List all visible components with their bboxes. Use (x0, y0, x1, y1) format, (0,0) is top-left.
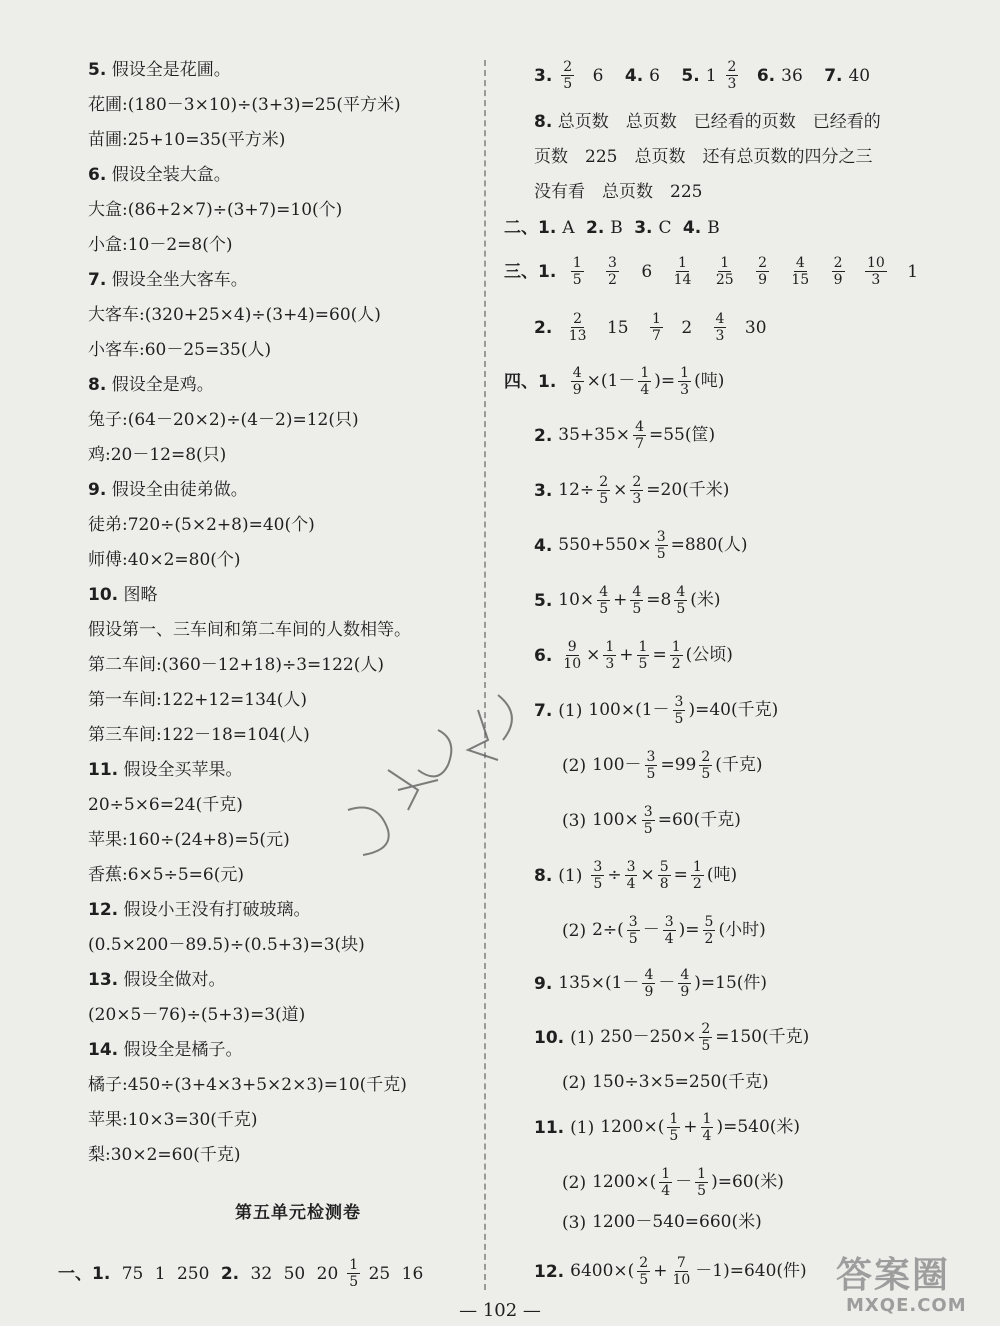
fraction: $\frac{1}{2}$ (671, 639, 681, 672)
watermark-text-en: MXQE.COM (846, 1295, 967, 1316)
answers-3-to-7: 3. $\frac{2}{5}$ 6 4. 6 5. 1 $\frac{2}{3}$ 6. 36 7. 40 (534, 59, 871, 92)
handwriting-scribble (328, 690, 538, 860)
q4-2: 2. 35+35× $\frac{4}{7}$ =55(筐) (534, 419, 716, 452)
solution-line: 苹果:10×3=30(千克) (88, 1110, 258, 1130)
fraction: $\frac{3}{5}$ (643, 804, 653, 837)
solution-line: 师傅:40×2=80(个) (88, 550, 241, 570)
fraction: $\frac{4}{5}$ (632, 584, 642, 617)
fraction: $\frac{4}{9}$ (680, 967, 690, 1000)
solution-line: 小盒:10－2=8(个) (88, 235, 233, 255)
problem-7-heading: 7. 假设全坐大客车。 (88, 270, 248, 290)
problem-8-line: 页数 225 总页数 还有总页数的四分之三 (534, 147, 873, 167)
fraction: $\frac{2}{5}$ (639, 1255, 649, 1288)
fraction: $\frac{2}{3}$ (632, 474, 642, 507)
fraction: $\frac{4}{5}$ (599, 584, 609, 617)
solution-line: 花圃:(180－3×10)÷(3+3)=25(平方米) (88, 95, 401, 115)
fraction: $\frac{2}{5}$ (563, 59, 573, 92)
fraction: $\frac{4}{5}$ (676, 584, 686, 617)
problem-11-heading: 11. 假设全买苹果。 (88, 760, 243, 780)
fraction: $\frac{1}{5}$ (669, 1111, 679, 1144)
problem-12-heading: 12. 假设小王没有打破玻璃。 (88, 900, 311, 920)
fraction: $\frac{2}{5}$ (701, 1021, 711, 1054)
fraction: $\frac{1}{5}$ (349, 1257, 359, 1290)
q4-4: 4. 550+550× $\frac{3}{5}$ =880(人) (534, 529, 748, 562)
problem-5-heading: 5. 假设全是花圃。 (88, 60, 231, 80)
problem-8-line: 没有看 总页数 225 (534, 182, 703, 202)
fraction: $\frac{1}{5}$ (572, 255, 582, 288)
q4-11-2: (2) 1200×( $\frac{1}{4}$ － $\frac{1}{5}$ )=60(米) (562, 1166, 784, 1199)
section-2-answers: 二、1. A 2. B 3. C 4. B (504, 217, 720, 238)
solution-line: 梨:30×2=60(千克) (88, 1145, 241, 1165)
solution-line: 苹果:160÷(24+8)=5(元) (88, 830, 290, 850)
fraction: $\frac{4}{15}$ (791, 255, 810, 288)
problem-8-line: 8. 总页数 总页数 已经看的页数 已经看的 (534, 112, 881, 132)
q4-7-3: (3) 100× $\frac{3}{5}$ =60(千克) (562, 804, 741, 837)
q4-5: 5. 10× $\frac{4}{5}$ + $\frac{4}{5}$ =8 $\frac{4}{5}$ (米) (534, 584, 721, 617)
solution-line: 鸡:20－12=8(只) (88, 445, 227, 465)
fraction: $\frac{1}{5}$ (697, 1166, 707, 1199)
section-title: 第五单元检测卷 (235, 1203, 361, 1223)
site-watermark-logo (836, 1256, 986, 1320)
solution-line: 兔子:(64－20×2)÷(4－2)=12(只) (88, 410, 359, 430)
watermark-text-cn: 答案圈 (836, 1255, 951, 1296)
problem-14-heading: 14. 假设全是橘子。 (88, 1040, 243, 1060)
fraction: $\frac{3}{4}$ (626, 859, 636, 892)
fraction: $\frac{1}{7}$ (651, 311, 661, 344)
fraction: $\frac{4}{7}$ (635, 419, 644, 452)
fraction: $\frac{3}{4}$ (664, 914, 674, 947)
solution-line: 徒弟:720÷(5×2+8)=40(个) (88, 515, 315, 535)
solution-line: 第二车间:(360－12+18)÷3=122(人) (88, 655, 384, 675)
solution-line: 20÷5×6=24(千克) (88, 795, 243, 815)
fraction: $\frac{7}{10}$ (672, 1255, 691, 1288)
q4-6: 6. $\frac{9}{10}$ × $\frac{1}{3}$ + $\frac{1}{5}$ = $\frac{1}{2}$ (公顷) (534, 639, 733, 672)
fraction: $\frac{2}{9}$ (833, 255, 843, 288)
q4-10-2: (2) 150÷3×5=250(千克) (562, 1072, 769, 1093)
fraction: $\frac{1}{2}$ (692, 859, 702, 892)
q4-10-1: 10. (1) 250－250× $\frac{2}{5}$ =150(千克) (534, 1021, 810, 1054)
fraction: $\frac{1}{4}$ (661, 1166, 671, 1199)
solution-line: 假设第一、三车间和第二车间的人数相等。 (88, 620, 411, 640)
fraction: $\frac{5}{8}$ (659, 859, 669, 892)
solution-line: 橘子:450÷(3+4×3+5×2×3)=10(千克) (88, 1075, 407, 1095)
fraction: $\frac{1}{4}$ (702, 1111, 712, 1144)
q4-11-3: (3) 1200－540=660(米) (562, 1212, 762, 1233)
solution-line: 第三车间:122－18=104(人) (88, 725, 310, 745)
fraction: $\frac{3}{2}$ (608, 255, 617, 288)
q4-11-1: 11. (1) 1200×( $\frac{1}{5}$ + $\frac{1}{4}$ )=540(米) (534, 1111, 801, 1144)
solution-line: 第一车间:122+12=134(人) (88, 690, 308, 710)
fraction: $\frac{1}{14}$ (673, 255, 692, 288)
problem-6-heading: 6. 假设全装大盒。 (88, 165, 231, 185)
solution-line: 大盒:(86+2×7)÷(3+7)=10(个) (88, 200, 343, 220)
solution-line: 苗圃:25+10=35(平方米) (88, 130, 286, 150)
fraction: $\frac{3}{5}$ (593, 859, 603, 892)
fraction: $\frac{2}{3}$ (727, 59, 737, 92)
solution-line: (0.5×200－89.5)÷(0.5+3)=3(块) (88, 935, 365, 955)
q4-9: 9. 135×(1－ $\frac{4}{9}$ － $\frac{4}{9}$ )=15(件) (534, 967, 768, 1000)
fraction: $\frac{1}{3}$ (605, 639, 615, 672)
q4-3: 3. 12÷ $\frac{2}{5}$ × $\frac{2}{3}$ =20(千米) (534, 474, 730, 507)
fraction: $\frac{2}{5}$ (701, 749, 711, 782)
problem-13-heading: 13. 假设全做对。 (88, 970, 226, 990)
fraction: $\frac{1}{25}$ (715, 255, 734, 288)
q4-7-2: (2) 100－ $\frac{3}{5}$ =99 $\frac{2}{5}$ (千克) (562, 749, 763, 782)
problem-8-heading: 8. 假设全是鸡。 (88, 375, 214, 395)
fraction: $\frac{5}{2}$ (704, 914, 714, 947)
page-number: — 102 — (459, 1300, 541, 1321)
fraction: $\frac{1}{3}$ (680, 365, 690, 398)
fraction: $\frac{2}{5}$ (599, 474, 609, 507)
solution-line: 香蕉:6×5÷5=6(元) (88, 865, 244, 885)
q4-12: 12. 6400×( $\frac{2}{5}$ + $\frac{7}{10}$ －1)=640(件) (534, 1255, 807, 1288)
q4-8-1: 8. (1) $\frac{3}{5}$ ÷ $\frac{3}{4}$ × $\frac{5}{8}$ = $\frac{1}{2}$ (吨) (534, 859, 738, 892)
column-divider (484, 60, 486, 1290)
q4-1: 四、1. $\frac{4}{9}$ ×(1－ $\frac{1}{4}$ )= $\frac{1}{3}$ (吨) (504, 365, 725, 398)
problem-10-heading: 10. 图略 (88, 585, 158, 605)
fraction: $\frac{3}{5}$ (628, 914, 638, 947)
fraction: $\frac{1}{4}$ (640, 365, 650, 398)
fraction: $\frac{10}{3}$ (866, 255, 885, 288)
fraction: $\frac{4}{3}$ (715, 311, 725, 344)
section-3-answers: 三、1. $\frac{1}{5}$ $\frac{3}{2}$ 6 $\frac{1}{14}$ $\frac{1}{25}$ $\frac{2}{9}$ $\frac{4}{15}$ $\frac{2}{9}$ $\frac{10}{3}$ 1 (504, 255, 919, 288)
q4-7-1: 7. (1) 100×(1－ $\frac{3}{5}$ )=40(千克) (534, 694, 779, 727)
section-1-answers: 一、1. 75 1 250 2. 32 50 20 $\frac{1}{5}$ 25 16 (58, 1257, 424, 1290)
fraction: $\frac{4}{9}$ (644, 967, 654, 1000)
fraction: $\frac{3}{5}$ (656, 529, 666, 562)
fraction: $\frac{4}{9}$ (572, 365, 582, 398)
solution-line: (20×5－76)÷(5+3)=3(道) (88, 1005, 306, 1025)
fraction: $\frac{2}{13}$ (568, 311, 587, 344)
fraction: $\frac{2}{9}$ (758, 255, 767, 288)
fraction: $\frac{9}{10}$ (563, 639, 582, 672)
fraction: $\frac{1}{5}$ (638, 639, 648, 672)
section-3-item-2: 2. $\frac{2}{13}$ 15 $\frac{1}{7}$ 2 $\frac{4}{3}$ 30 (534, 311, 767, 344)
problem-9-heading: 9. 假设全由徒弟做。 (88, 480, 248, 500)
solution-line: 小客车:60－25=35(人) (88, 340, 272, 360)
fraction: $\frac{3}{5}$ (674, 694, 684, 727)
solution-line: 大客车:(320+25×4)÷(3+4)=60(人) (88, 305, 381, 325)
q4-8-2: (2) 2÷( $\frac{3}{5}$ － $\frac{3}{4}$ )= $\frac{5}{2}$ (小时) (562, 914, 766, 947)
fraction: $\frac{3}{5}$ (646, 749, 656, 782)
